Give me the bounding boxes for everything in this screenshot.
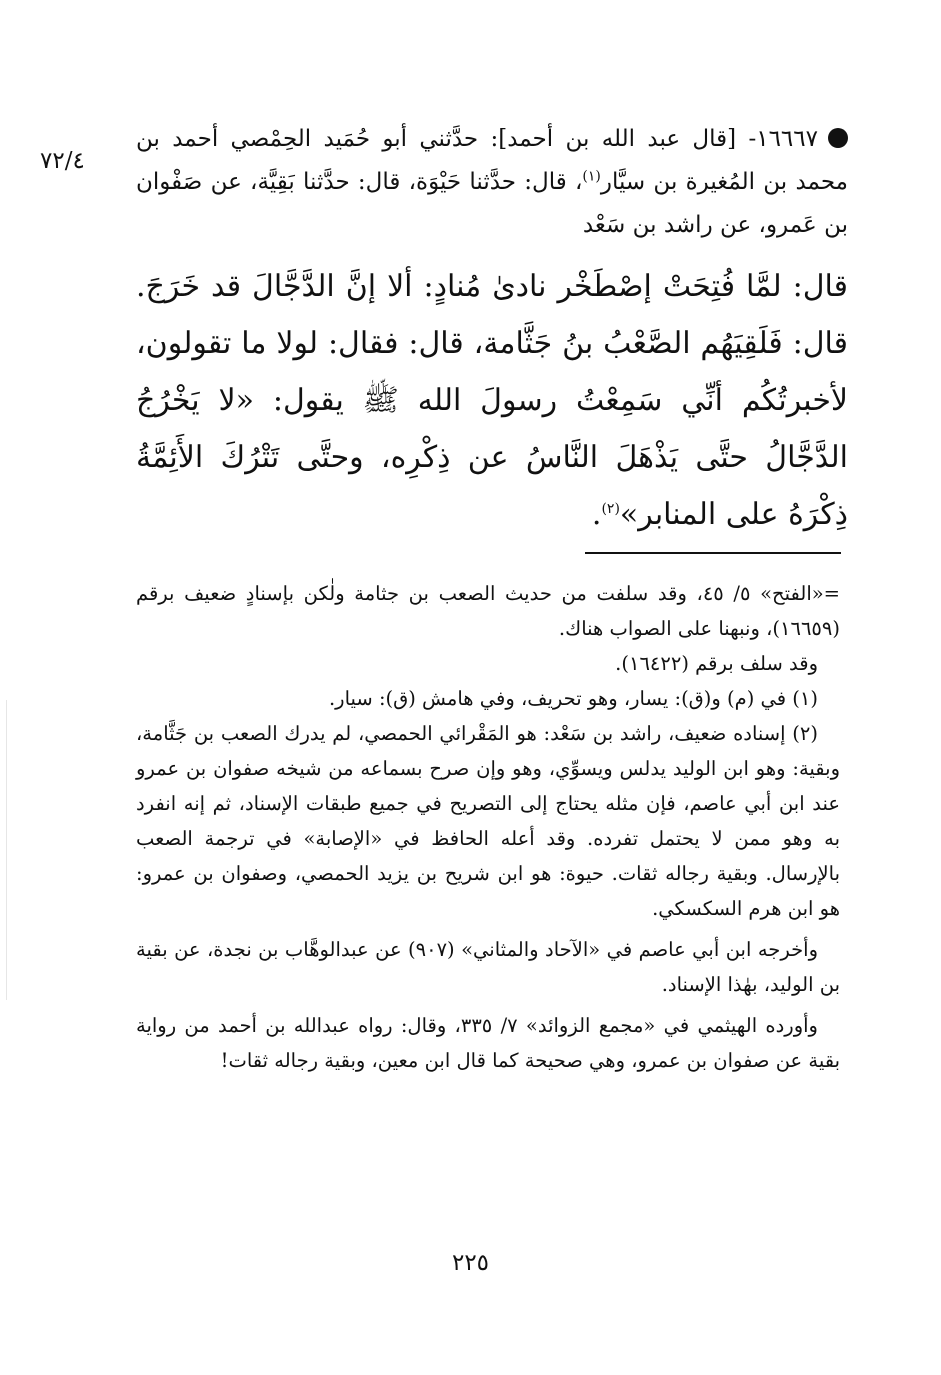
hadith-chain-of-narration xyxy=(136,118,848,247)
footnote-2: (٢) إسناده ضعيف، راشد بن سَعْد: هو المَقْرائي الحمصي، لم يدرك الصعب بن جَثَّامة، وبقية: وهو ابن الوليد يدلس ويسوِّي، وهو وإن صرح بسماعه من شيخه صفوان بن عمرو عند ابن أبي عاصم، فإن مثله يحتاج إلى التصريح في جميع طبقات الإسناد، ثم إنه انفرد به وهو ممن لا يحتمل تفرده. وقد أعله الحافظ في «الإصابة» في ترجمة الصعب بالإرسال. وبقية رجاله ثقات. حيوة: هو ابن شريح بن يزيد الحمصي، وصفوان بن عمرو: هو ابن هرم السكسكي. xyxy=(136,722,840,920)
footnote-marker-1: (١) xyxy=(582,168,601,185)
scan-edge-mark xyxy=(6,700,7,1000)
hadith-text xyxy=(136,258,848,543)
footnote-1: (١) في (م) و(ق): يسار، وهو تحريف، وفي هامش (ق): سيار. xyxy=(328,687,818,710)
margin-volume-page-reference: ٧٢/٤ xyxy=(40,148,85,174)
page-number: ٢٢٥ xyxy=(451,1250,490,1276)
footnote-marker-2: (٢) xyxy=(601,501,620,517)
hadith-matn-end: . xyxy=(591,497,602,532)
footnote-cross-reference: وقد سلف برقم (١٦٤٢٢). xyxy=(615,652,818,675)
bullet-icon xyxy=(828,128,848,148)
footnote-2-haythami: وأورده الهيثمي في «مجمع الزوائد» ٧/ ٣٣٥، وقال: رواه عبدالله بن أحمد من رواية بقية عن صفوان بن عمرو، وهي صحيحة كما قال ابن معين، وبقية رجاله ثقات! xyxy=(136,1014,840,1072)
footnote-continuation: =«الفتح» ٥/ ٤٥، وقد سلفت من حديث الصعب بن جثامة ولٰكن بإسنادٍ ضعيف برقم (١٦٦٥٩)، ونبهنا على الصواب هناك. xyxy=(136,582,840,640)
hadith-chain-continued: ، قال: حدَّثنا حَيْوَة، قال: حدَّثنا بَقِيَّة، عن صَفْوان بن عَمرو، عن راشد بن سَعْد xyxy=(136,169,848,238)
hadith-number-and-chain: ١٦٦٦٧- [قال عبد الله بن أحمد]: حدَّثني أبو حُمَيد الحِمْصي أحمد بن محمد بن المُغيرة بن سيَّار xyxy=(136,126,848,195)
footnotes-section xyxy=(136,576,840,1078)
hadith-matn: قال: لمَّا فُتِحَتْ إصْطَخْر نادىٰ مُنادٍ: ألا إنَّ الدَّجَّالَ قد خَرَجَ. قال: فَلَقِيَهُم الصَّعْبُ بنُ جَثَّامة، قال: فقال: لولا ما تقولون، لأخبرتُكُم أنِّي سَمِعْتُ رسولَ الله ﷺ يقول: «لا يَخْرُجُ الدَّجَّالُ حتَّى يَذْهَلَ النَّاسُ عن ذِكْرِه، وحتَّى تَتْرُكَ الأَئِمَّةُ ذِكْرَهُ على المنابر» xyxy=(136,269,848,532)
footnote-2-takhrij: وأخرجه ابن أبي عاصم في «الآحاد والمثاني» (٩٠٧) عن عبدالوهَّاب بن نجدة، عن بقية بن الوليد، بهٰذا الإسناد. xyxy=(136,938,840,996)
footnote-separator xyxy=(585,552,841,554)
